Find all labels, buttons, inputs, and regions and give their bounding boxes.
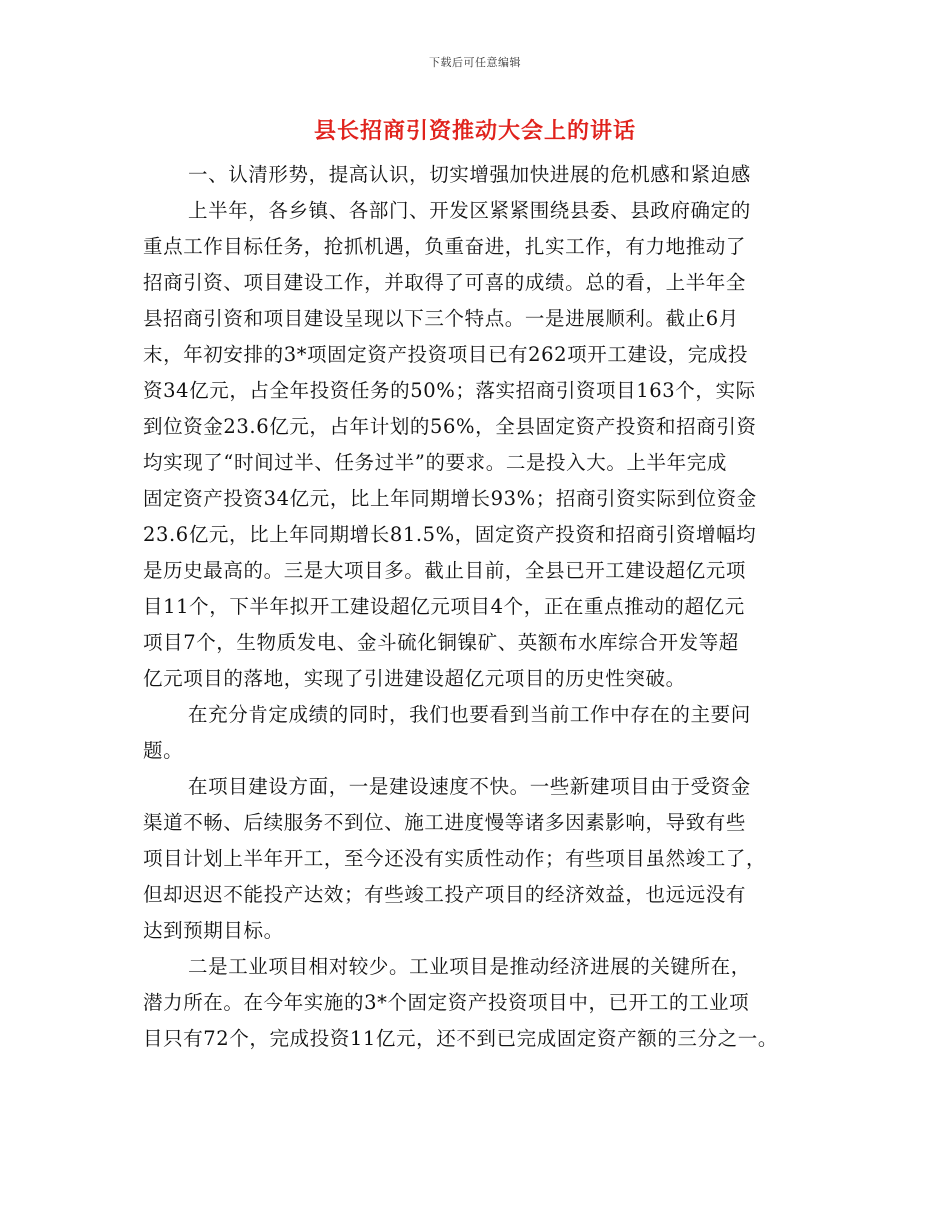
text-line: 目11个，下半年拟开工建设超亿元项目4个，正在重点推动的超亿元 xyxy=(143,595,745,618)
text-line: 上半年，各乡镇、各部门、开发区紧紧围绕县委、县政府确定的 xyxy=(188,199,751,222)
document-body xyxy=(143,157,823,1057)
text-line: 招商引资、项目建设工作，并取得了可喜的成绩。总的看，上半年全 xyxy=(143,271,747,294)
paragraph-project-construction xyxy=(143,769,823,949)
text-line: 在充分肯定成绩的同时，我们也要看到当前工作中存在的主要问 xyxy=(188,703,751,726)
document-title: 县长招商引资推动大会上的讲话 xyxy=(313,118,636,144)
text-line: 在项目建设方面，一是建设速度不快。一些新建项目由于受资金 xyxy=(188,775,751,798)
header-note: 下载后可任意编辑 xyxy=(429,56,521,69)
text-line: 县招商引资和项目建设呈现以下三个特点。一是进展顺利。截止6月 xyxy=(143,307,739,330)
text-line: 到位资金23.6亿元，占年计划的56%，全县固定资产投资和招商引资 xyxy=(143,415,757,438)
text-line: 资34亿元，占全年投资任务的50%；落实招商引资项目163个，实际 xyxy=(143,379,756,402)
text-line: 23.6亿元，比上年同期增长81.5%，固定资产投资和招商引资增幅均 xyxy=(143,523,757,546)
text-line: 末，年初安排的3*项固定资产投资项目已有262项开工建设，完成投 xyxy=(143,343,749,366)
text-line: 是历史最高的。三是大项目多。截止目前，全县已开工建设超亿元项 xyxy=(143,559,747,582)
text-line: 但却迟迟不能投产达效；有些竣工投产项目的经济效益，也远远没有 xyxy=(143,883,747,906)
text-line: 题。 xyxy=(143,739,184,762)
paragraph-heading xyxy=(143,157,823,193)
paragraph-problems-intro xyxy=(143,697,823,769)
text-line: 固定资产投资34亿元，比上年同期增长93%；招商引资实际到位资金 xyxy=(143,487,757,510)
text-line: 潜力所在。在今年实施的3*个固定资产投资项目中，已开工的工业项 xyxy=(143,991,750,1014)
text-line: 项目7个，生物质发电、金斗硫化铜镍矿、英额布水库综合开发等超 xyxy=(143,631,739,654)
paragraph-achievements xyxy=(143,193,823,697)
text-line: 达到预期目标。 xyxy=(143,919,284,942)
text-line: 均实现了“时间过半、任务过半”的要求。二是投入大。上半年完成 xyxy=(143,451,727,474)
text-line: 亿元项目的落地，实现了引进建设超亿元项目的历史性突破。 xyxy=(143,667,686,690)
text-line: 二是工业项目相对较少。工业项目是推动经济进展的关键所在， xyxy=(188,955,751,978)
text-line: 目只有72个，完成投资11亿元，还不到已完成固定资产额的三分之一。 xyxy=(143,1027,778,1050)
paragraph-industrial-projects xyxy=(143,949,823,1057)
text-line: 重点工作目标任务，抢抓机遇，负重奋进，扎实工作，有力地推动了 xyxy=(143,235,747,258)
text-line: 项目计划上半年开工，至今还没有实质性动作；有些项目虽然竣工了， xyxy=(143,847,767,870)
text-line: 一、认清形势，提高认识，切实增强加快进展的危机感和紧迫感 xyxy=(188,163,751,186)
text-line: 渠道不畅、后续服务不到位、施工进度慢等诸多因素影响，导致有些 xyxy=(143,811,747,834)
